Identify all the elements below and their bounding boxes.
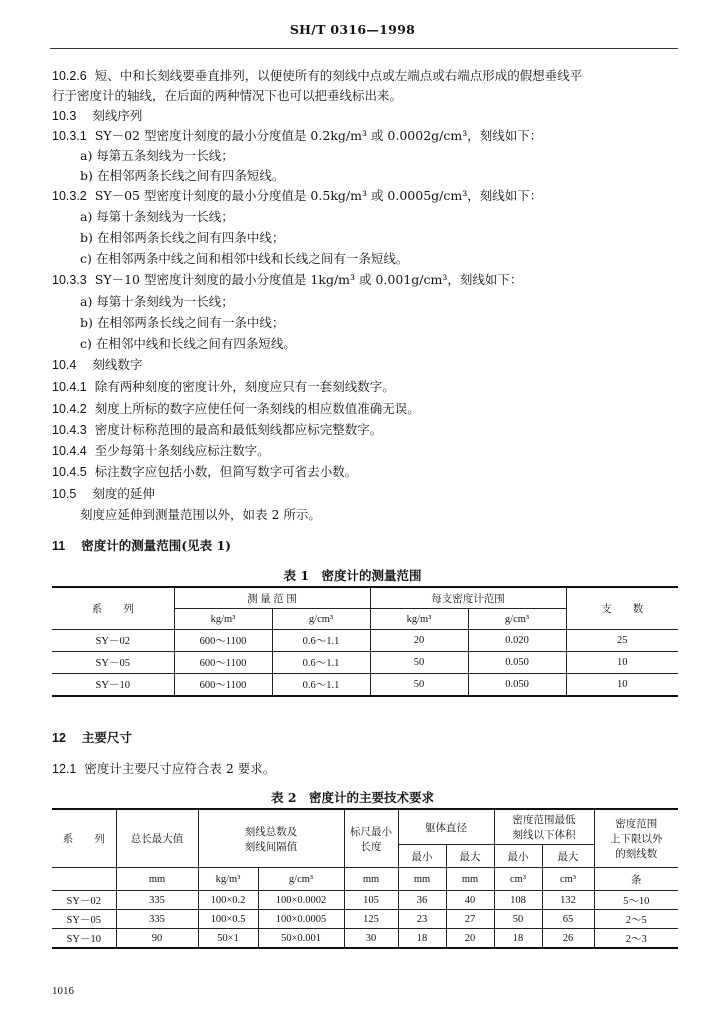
clause-number: 10.3.3: [52, 273, 87, 287]
cell-vmax: 132: [542, 891, 594, 910]
cell-each-g: 0.050: [468, 652, 566, 674]
header-total-length: 总长最大值: [116, 809, 198, 868]
cell-lines-kg: 50×1: [198, 929, 258, 949]
clause-number: 10.3.2: [52, 189, 87, 203]
cell-dmax: 40: [446, 891, 494, 910]
page-number: 1016: [52, 985, 74, 997]
cell-each-kg: 20: [370, 630, 468, 652]
unit-mm: mm: [446, 868, 494, 891]
clause-number: 10.4.4: [52, 444, 87, 458]
clause-10-4-2: [52, 401, 420, 417]
header-series: 系 列: [52, 809, 116, 868]
unit-kg: kg/m³: [174, 609, 272, 630]
item-10-3-2-b: b) 在相邻两条长线之间有四条中线；: [80, 230, 285, 245]
item-10-3-3-b: b) 在相邻两条长线之间有一条中线；: [80, 315, 285, 330]
header-body-diameter: 躯体直径: [398, 809, 494, 845]
table-2-caption: 表 2 密度计的主要技术要求: [270, 790, 435, 805]
unit-g: g/cm³: [272, 609, 370, 630]
section-11: [52, 538, 231, 554]
section-title: 主要尺寸: [81, 730, 132, 745]
clause-10-4-4: [52, 443, 270, 459]
cell-range-g: 0.6～1.1: [272, 630, 370, 652]
header-measure-range: 测 量 范 围: [174, 587, 370, 609]
cell-series: SY－02: [52, 630, 174, 652]
cell-dmin: 36: [398, 891, 446, 910]
table-2: [52, 808, 678, 949]
table-row: [52, 630, 678, 652]
cell-range-g: 0.6～1.1: [272, 652, 370, 674]
cell-count: 10: [566, 652, 678, 674]
cell-scale: 105: [344, 891, 398, 910]
section-number: 11: [52, 539, 66, 553]
clause-text: 至少每第十条刻线应标注数字。: [94, 443, 270, 458]
item-10-3-3-c: c) 在相邻中线和长线之间有四条短线。: [80, 336, 296, 351]
sub-min: 最小: [494, 845, 542, 868]
clause-10-4-1: [52, 379, 395, 395]
table-row: [52, 929, 678, 949]
clause-text: SY－02 型密度计刻度的最小分度值是 0.2kg/m³ 或 0.0002g/cm³，刻线如下：: [94, 128, 543, 143]
item-10-3-3-a: a) 每第十条刻线为一长线；: [80, 294, 234, 309]
clause-number: 10.2.6: [52, 69, 87, 83]
cell-range-kg: 600～1100: [174, 652, 272, 674]
cell-lines-g: 100×0.0002: [258, 891, 344, 910]
cell-range-g: 0.6～1.1: [272, 674, 370, 697]
section-title: 密度计的测量范围(见表 1): [81, 538, 232, 553]
clause-text: 密度计标称范围的最高和最低刻线都应标完整数字。: [94, 422, 383, 437]
unit-g: g/cm³: [468, 609, 566, 630]
cell-ext: 2～5: [594, 910, 678, 929]
clause-10-4-3: [52, 422, 382, 438]
cell-each-g: 0.050: [468, 674, 566, 697]
cell-each-kg: 50: [370, 652, 468, 674]
clause-text: SY－05 型密度计刻度的最小分度值是 0.5kg/m³ 或 0.0005g/cm³，刻线如下：: [94, 188, 543, 203]
table-row: [52, 652, 678, 674]
clause-10-4-5: [52, 464, 357, 480]
table-header-row: [52, 809, 678, 845]
table-unit-row: [52, 868, 678, 891]
section-number: 10.4: [52, 358, 77, 372]
cell-series: SY－05: [52, 652, 174, 674]
cell-scale: 125: [344, 910, 398, 929]
clause-10-3-2: [52, 188, 542, 204]
cell-count: 10: [566, 674, 678, 697]
header-volume: 密度范围最低 刻线以下体积: [494, 809, 594, 845]
cell-lines-kg: 100×0.2: [198, 891, 258, 910]
table-1-caption: 表 1 密度计的测量范围: [283, 568, 422, 583]
unit-mm: mm: [116, 868, 198, 891]
clause-number: 10.4.5: [52, 465, 87, 479]
cell-series: SY－05: [52, 910, 116, 929]
header-line-count: 刻线总数及 刻线间隔值: [198, 809, 344, 868]
header-extra-lines: 密度范围 上下限以外 的刻线数: [594, 809, 678, 868]
sub-max: 最大: [542, 845, 594, 868]
cell-total: 335: [116, 910, 198, 929]
section-title: 刻线数字: [92, 357, 143, 372]
cell-dmin: 18: [398, 929, 446, 949]
cell-total: 335: [116, 891, 198, 910]
unit-count: 条: [594, 868, 678, 891]
cell-lines-g: 50×0.001: [258, 929, 344, 949]
header-scale-length: 标尺最小 长度: [344, 809, 398, 868]
clause-number: 10.4.1: [52, 380, 87, 394]
clause-10-3-1: [52, 128, 542, 144]
cell-dmin: 23: [398, 910, 446, 929]
cell-dmax: 20: [446, 929, 494, 949]
table-1: [52, 586, 678, 697]
cell-total: 90: [116, 929, 198, 949]
cell-ext: 2～3: [594, 929, 678, 949]
unit-g: g/cm³: [258, 868, 344, 891]
unit-kg: kg/m³: [370, 609, 468, 630]
clause-text: 标注数字应包括小数，但简写数字可省去小数。: [94, 464, 358, 479]
clause-10-2-6-cont: 行于密度计的轴线，在后面的两种情况下也可以把垂线标出来。: [52, 88, 403, 103]
cell-vmin: 50: [494, 910, 542, 929]
section-number: 10.5: [52, 487, 77, 501]
section-number: 10.3: [52, 109, 77, 123]
header-count: 支 数: [566, 587, 678, 630]
cell-vmin: 18: [494, 929, 542, 949]
header-series: 系 列: [52, 587, 174, 630]
cell-each-g: 0.020: [468, 630, 566, 652]
section-title: 刻度的延伸: [92, 486, 155, 501]
cell-vmax: 65: [542, 910, 594, 929]
clause-number: 10.3.1: [52, 129, 87, 143]
unit-mm: mm: [398, 868, 446, 891]
cell-each-kg: 50: [370, 674, 468, 697]
cell-scale: 30: [344, 929, 398, 949]
cell-lines-kg: 100×0.5: [198, 910, 258, 929]
unit-mm: mm: [344, 868, 398, 891]
clause-text: 刻度上所标的数字应使任何一条刻线的相应数值准确无误。: [94, 401, 420, 416]
cell-vmax: 26: [542, 929, 594, 949]
item-10-3-2-c: c) 在相邻两条中线之间和相邻中线和长线之间有一条短线。: [80, 251, 409, 266]
cell-lines-g: 100×0.0005: [258, 910, 344, 929]
section-10-3: [52, 108, 142, 124]
unit-blank: [52, 868, 116, 891]
clause-number: 10.4.2: [52, 402, 87, 416]
clause-12-1: [52, 761, 275, 777]
clause-10-5-text: 刻度应延伸到测量范围以外，如表 2 所示。: [80, 507, 321, 522]
item-10-3-2-a: a) 每第十条刻线为一长线；: [80, 209, 234, 224]
cell-range-kg: 600～1100: [174, 674, 272, 697]
cell-series: SY－02: [52, 891, 116, 910]
cell-series: SY－10: [52, 674, 174, 697]
cell-vmin: 108: [494, 891, 542, 910]
table-row: [52, 891, 678, 910]
clause-10-2-6: [52, 68, 582, 84]
table-header-row: [52, 587, 678, 609]
clause-text: SY－10 型密度计刻度的最小分度值是 1kg/m³ 或 0.001g/cm³，刻线如下：: [94, 272, 523, 287]
clause-text: 短、中和长刻线要垂直排列，以便使所有的刻线中点或左端点或右端点形成的假想垂线平: [94, 68, 583, 83]
unit-cm3: cm³: [494, 868, 542, 891]
section-number: 12: [52, 731, 66, 745]
section-10-5: [52, 486, 155, 502]
item-10-3-1-a: a) 每第五条刻线为一长线；: [80, 148, 234, 163]
standard-code-header: SH/T 0316—1998: [289, 22, 416, 37]
cell-dmax: 27: [446, 910, 494, 929]
sub-min: 最小: [398, 845, 446, 868]
header-each-range: 每支密度计范围: [370, 587, 566, 609]
item-10-3-1-b: b) 在相邻两条长线之间有四条短线。: [80, 168, 285, 183]
clause-text: 除有两种刻度的密度计外，刻度应只有一套刻线数字。: [94, 379, 395, 394]
clause-10-3-3: [52, 272, 522, 288]
clause-number: 10.4.3: [52, 423, 87, 437]
unit-kg: kg/m³: [198, 868, 258, 891]
cell-range-kg: 600～1100: [174, 630, 272, 652]
section-10-4: [52, 357, 142, 373]
table-row: [52, 910, 678, 929]
clause-number: 12.1: [52, 762, 77, 776]
cell-series: SY－10: [52, 929, 116, 949]
section-title: 刻线序列: [92, 108, 143, 123]
cell-ext: 5～10: [594, 891, 678, 910]
cell-count: 25: [566, 630, 678, 652]
unit-cm3: cm³: [542, 868, 594, 891]
section-12: [52, 730, 132, 746]
sub-max: 最大: [446, 845, 494, 868]
header-rule: [50, 48, 678, 49]
clause-text: 密度计主要尺寸应符合表 2 要求。: [84, 761, 276, 776]
table-row: [52, 674, 678, 697]
